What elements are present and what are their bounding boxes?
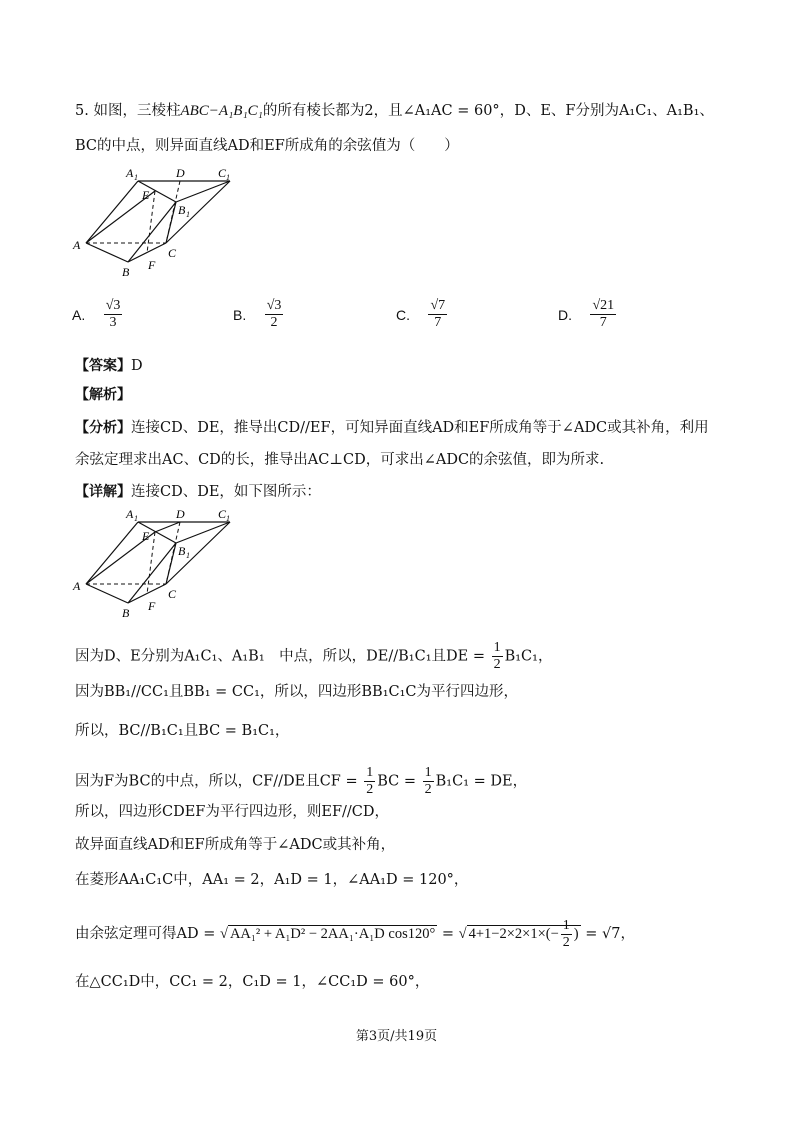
svg-text:C: C xyxy=(168,587,177,601)
problem-intro: 如图，三棱柱 xyxy=(93,103,181,119)
problem-line-2 xyxy=(75,135,459,157)
option-a[interactable]: A. $\frac{√3}{3}$ xyxy=(72,298,121,330)
prism-name: ABC−A₁B₁C₁ xyxy=(180,103,263,119)
detail-line-8: 由余弦定理可得AD = √ AA₁² + A₁D² − 2AA₁·A₁D cos120° = √ 4+1−2×2×1×(− $\frac{1}{2}$ ) = √7， xyxy=(75,918,635,950)
page-footer: 第3页/共19页 xyxy=(355,1029,438,1044)
detail-line-1: 因为D、E分别为A₁C₁、A₁B₁ 中点，所以，DE//B₁C₁且DE = $\frac{1}{2}$ B₁C₁， xyxy=(75,640,553,672)
detail-line-9: 在△CC₁D中，CC₁ = 2，C₁D = 1，∠CC₁D = 60°， xyxy=(75,974,430,990)
sqrt-2: √ 4+1−2×2×1×(− $\frac{1}{2}$ ) xyxy=(458,918,579,950)
answer-value: D xyxy=(131,358,143,374)
label-a: A xyxy=(73,238,81,252)
detail-line-0: 【详解】连接CD、DE，如下图所示： xyxy=(75,484,321,500)
answer-tag: 【答案】 xyxy=(75,358,131,374)
svg-text:A: A xyxy=(126,507,134,521)
problem-text-c: BC的中点，则异面直线AD和EF所成角的余弦值为（ ） xyxy=(75,138,459,154)
problem-line-1 xyxy=(75,100,714,122)
fenxi-line-1: 【分析】连接CD、DE，推导出CD//EF，可知异面直线AD和EF所成角等于∠ADC或其补角，利用 xyxy=(75,420,709,436)
svg-text:1: 1 xyxy=(134,514,138,523)
svg-text:1: 1 xyxy=(186,551,190,560)
detail-line-4: 因为F为BC的中点，所以，CF//DE且CF = $\frac{1}{2}$ BC = $\frac{1}{2}$ B₁C₁ = DE， xyxy=(75,765,528,797)
prism-diagram xyxy=(70,165,270,280)
option-d[interactable]: D. $\frac{√21}{7}$ xyxy=(558,298,615,330)
option-b[interactable]: B. $\frac{√3}{2}$ xyxy=(233,298,282,330)
analysis-line xyxy=(75,384,131,406)
label-b1: B xyxy=(178,203,186,217)
label-e: E xyxy=(142,188,150,202)
detail-line-7: 在菱形AA₁C₁C中，AA₁ = 2，A₁D = 1，∠AA₁D = 120°， xyxy=(75,872,469,888)
problem-number: 5. xyxy=(75,103,89,119)
detail-line-2: 因为BB₁//CC₁且BB₁ = CC₁，所以，四边形BB₁C₁C为平行四边形， xyxy=(75,684,519,700)
label-d: D xyxy=(176,166,185,180)
fenxi-line-2: 余弦定理求出AC、CD的长，推导出AC⊥CD，可求出∠ADC的余弦值，即为所求. xyxy=(75,452,605,468)
svg-text:C: C xyxy=(218,507,227,521)
fenxi-tag: 【分析】 xyxy=(75,420,131,436)
label-c1: C xyxy=(218,166,227,180)
answer-line xyxy=(75,355,143,377)
label-c: C xyxy=(168,246,177,260)
label-a1: A xyxy=(126,166,134,180)
label-f: F xyxy=(148,258,156,272)
problem-text-a: 的所有棱长都为2，且∠A₁AC = 60°， xyxy=(262,103,515,119)
detail-line-3: 所以，BC//B₁C₁且BC = B₁C₁， xyxy=(75,723,290,739)
label-b: B xyxy=(122,265,130,279)
svg-text:D: D xyxy=(176,507,185,521)
detail-tag: 【详解】 xyxy=(75,484,131,500)
svg-text:B: B xyxy=(122,606,130,620)
detail-line-6: 故异面直线AD和EF所成角等于∠ADC或其补角， xyxy=(75,837,396,853)
svg-text:1: 1 xyxy=(186,210,190,219)
prism-diagram-2 xyxy=(70,506,270,621)
svg-text:A: A xyxy=(73,579,81,593)
svg-text:1: 1 xyxy=(134,173,138,182)
problem-text-b: D、E、F分别为A₁C₁、A₁B₁、 xyxy=(514,103,714,119)
svg-text:1: 1 xyxy=(226,514,230,523)
svg-text:F: F xyxy=(148,599,156,613)
option-c[interactable]: C. $\frac{√7}{7}$ xyxy=(396,298,446,330)
analysis-tag: 【解析】 xyxy=(75,387,131,403)
svg-text:1: 1 xyxy=(226,173,230,182)
svg-text:E: E xyxy=(142,529,150,543)
prism-figure-1 xyxy=(70,165,270,284)
prism-figure-2 xyxy=(70,506,270,625)
svg-text:B: B xyxy=(178,544,186,558)
sqrt-1: √ AA₁² + A₁D² − 2AA₁·A₁D cos120° xyxy=(219,925,436,942)
detail-line-5: 所以，四边形CDEF为平行四边形，则EF//CD， xyxy=(75,804,390,820)
